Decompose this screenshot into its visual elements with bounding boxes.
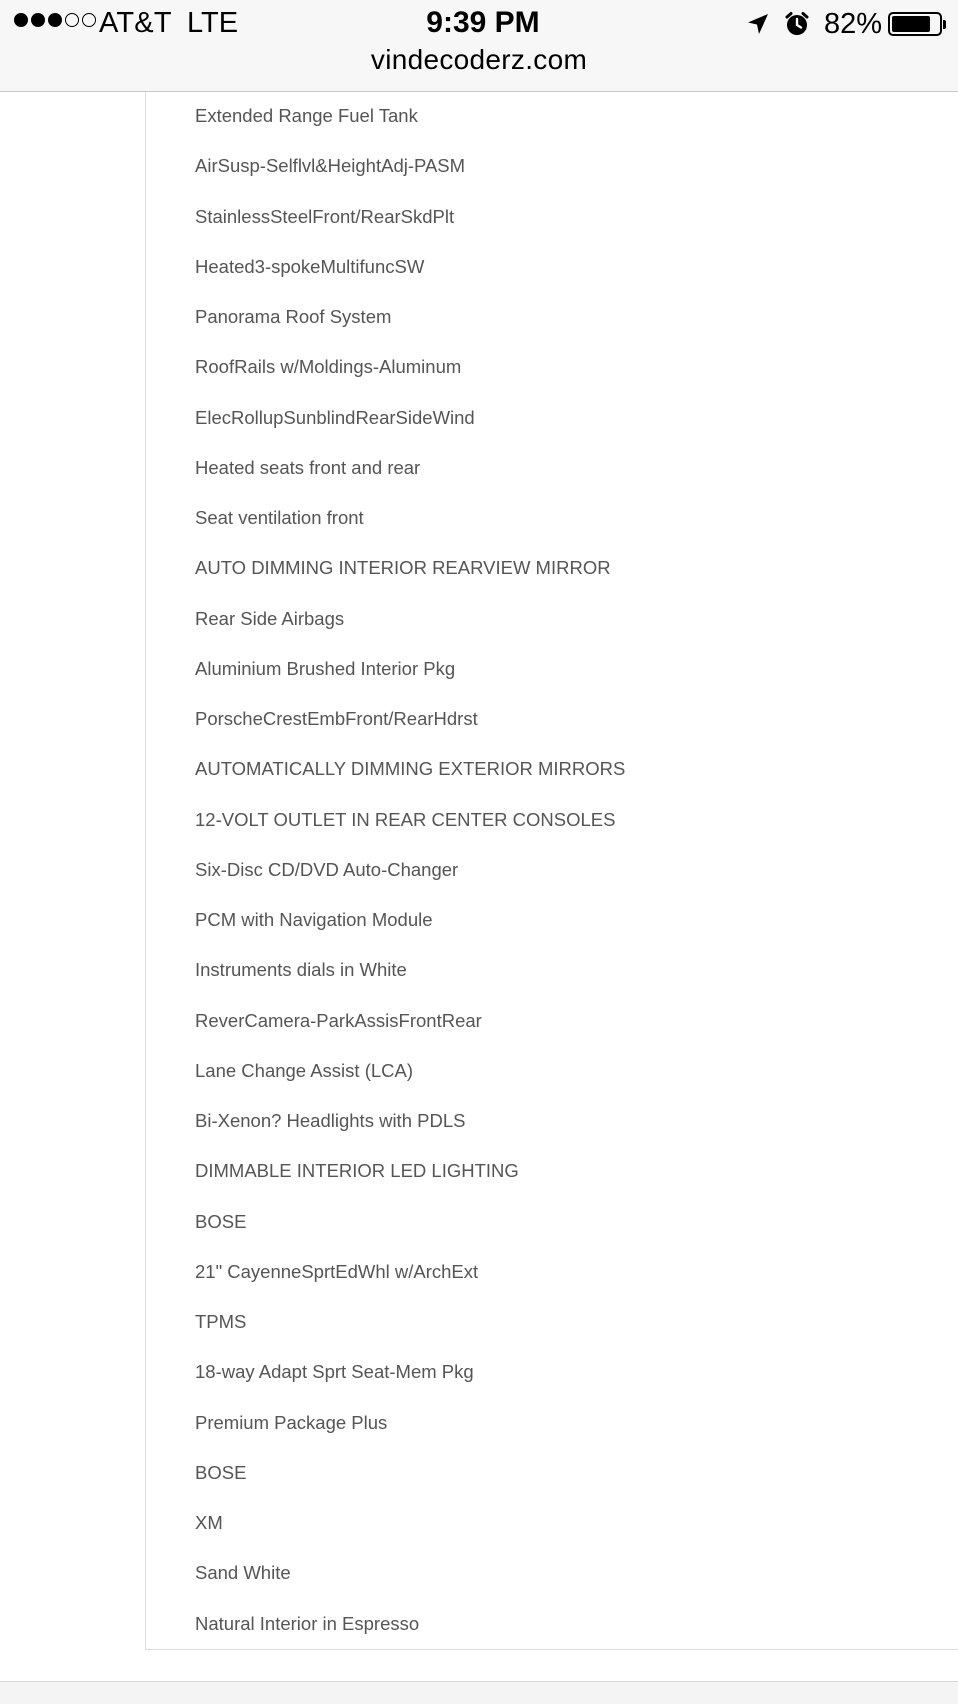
feature-item: Bi-Xenon? Headlights with PDLS [195, 1110, 466, 1132]
address-bar-url[interactable]: vindecoderz.com [370, 44, 588, 75]
network-type: LTE [187, 7, 239, 39]
feature-item: AUTOMATICALLY DIMMING EXTERIOR MIRRORS [195, 758, 626, 780]
feature-item: AirSusp-Selflvl&HeightAdj-PASM [195, 155, 466, 177]
feature-item: RoofRails w/Moldings-Aluminum [195, 356, 462, 378]
feature-item: PCM with Navigation Module [195, 909, 433, 931]
feature-item: Instruments dials in White [195, 959, 407, 981]
battery-percentage: 82% [823, 7, 882, 40]
feature-item: DIMMABLE INTERIOR LED LIGHTING [195, 1160, 519, 1182]
feature-item: Premium Package Plus [195, 1411, 388, 1433]
status-bar [0, 0, 958, 92]
location-arrow-icon [746, 12, 770, 36]
feature-item: Heated3-spokeMultifuncSW [195, 255, 425, 277]
battery-tip [943, 20, 946, 29]
feature-item: PorscheCrestEmbFront/RearHdrst [195, 708, 478, 730]
feature-item: BOSE [195, 1210, 247, 1232]
battery-body [888, 12, 942, 36]
feature-item: StainlessSteelFront/RearSkdPlt [195, 205, 455, 227]
battery-fill [892, 16, 930, 32]
feature-item: Rear Side Airbags [195, 607, 345, 629]
feature-item: XM [195, 1512, 223, 1534]
feature-item: 12-VOLT OUTLET IN REAR CENTER CONSOLES [195, 808, 616, 830]
carrier-name: AT&T [99, 7, 172, 39]
clock: 9:39 PM [426, 6, 540, 39]
status-icons [746, 7, 946, 41]
feature-item: Sand White [195, 1562, 291, 1584]
bottom-toolbar [0, 1681, 958, 1704]
alarm-clock-icon [784, 11, 810, 37]
feature-item: Six-Disc CD/DVD Auto-Changer [195, 858, 459, 880]
feature-item: Lane Change Assist (LCA) [195, 1059, 414, 1081]
feature-item: ReverCamera-ParkAssisFrontRear [195, 1009, 482, 1031]
feature-item: Panorama Roof System [195, 306, 392, 328]
feature-item: AUTO DIMMING INTERIOR REARVIEW MIRROR [195, 557, 611, 579]
feature-item: Natural Interior in Espresso [195, 1612, 420, 1634]
battery-icon [888, 12, 946, 36]
feature-item: BOSE [195, 1461, 247, 1483]
feature-item: Seat ventilation front [195, 507, 364, 529]
feature-item: Aluminium Brushed Interior Pkg [195, 657, 456, 679]
features-panel [145, 92, 958, 1650]
feature-item: ElecRollupSunblindRearSideWind [195, 406, 475, 428]
feature-item: Heated seats front and rear [195, 456, 421, 478]
features-list [195, 92, 625, 1649]
feature-item: 18-way Adapt Sprt Seat-Mem Pkg [195, 1361, 474, 1383]
feature-item: 21" CayenneSprtEdWhl w/ArchExt [195, 1260, 479, 1282]
feature-item: Extended Range Fuel Tank [195, 105, 418, 127]
feature-item: TPMS [195, 1311, 247, 1333]
